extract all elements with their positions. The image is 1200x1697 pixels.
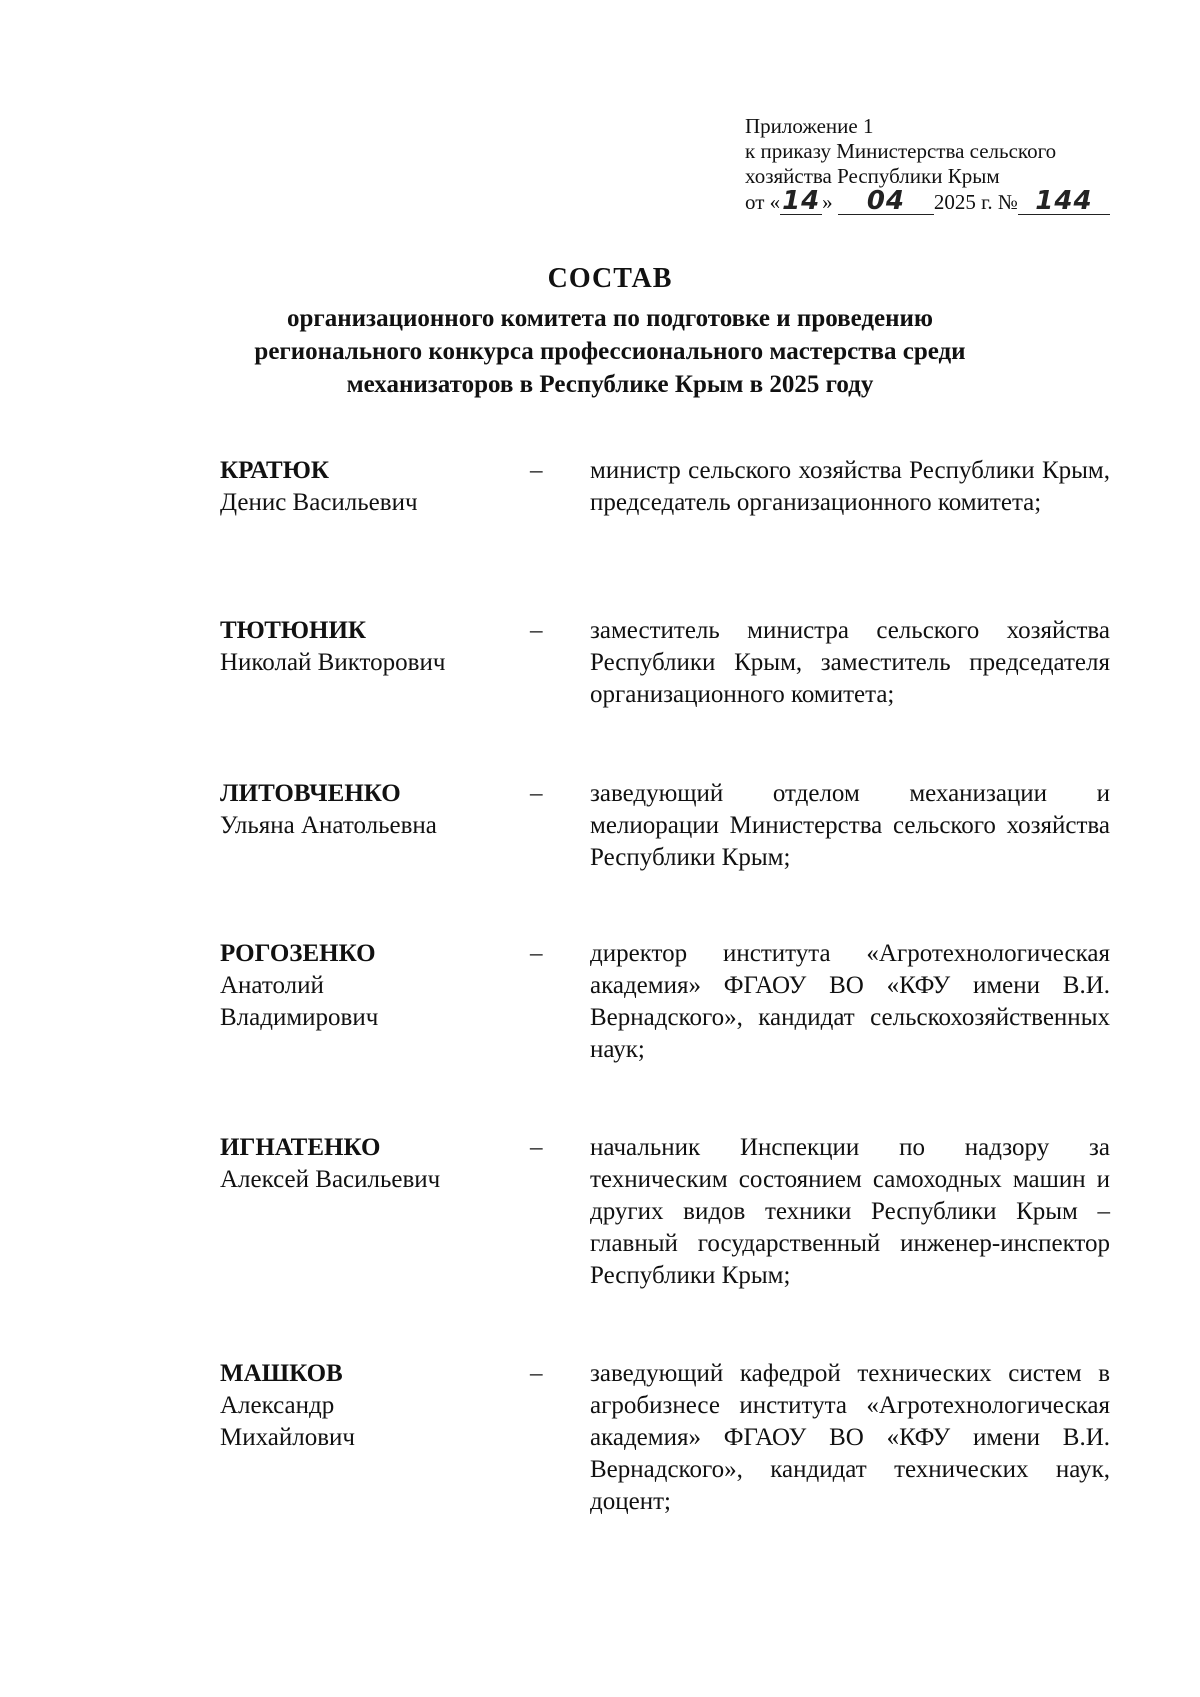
document-title: СОСТАВ	[547, 263, 673, 294]
date-day-field	[780, 186, 822, 216]
date-day-handwritten: 14	[782, 186, 821, 216]
date-prefix: от «	[745, 190, 781, 214]
date-month-handwritten: 04	[866, 186, 905, 216]
member-surname: ЛИТОВЧЕНКО	[220, 780, 401, 807]
appendix-line: к приказу Министерства сельского	[745, 139, 1057, 163]
member-given-name: Анатолий	[220, 972, 324, 999]
subtitle-line: регионального конкурса профессионального мастерства среди	[254, 338, 966, 365]
member-dash: –	[530, 1360, 543, 1387]
member-given-name: Александр	[220, 1392, 335, 1419]
member-name	[220, 1358, 530, 1518]
document-subtitle	[150, 302, 1070, 401]
member-entry	[220, 938, 1120, 1066]
member-given-name: Алексей Васильевич	[220, 1166, 441, 1193]
subtitle-line: механизаторов в Республике Крым в 2025 году	[346, 371, 874, 398]
member-dash: –	[530, 617, 543, 644]
member-name	[220, 615, 530, 711]
document-title-block	[150, 262, 1070, 401]
member-surname: ТЮТЮНИК	[220, 617, 367, 644]
member-dash: –	[530, 940, 543, 967]
date-month-field	[838, 186, 934, 216]
member-given-name: Денис Васильевич	[220, 489, 418, 516]
member-given-name: Ульяна Анатольевна	[220, 812, 437, 839]
member-name	[220, 1132, 530, 1292]
member-entry	[220, 455, 1120, 519]
member-role: министр сельского хозяйства Республики Крым, председатель организационного комитета;	[590, 457, 1110, 516]
member-given-name: Михайлович	[220, 1424, 355, 1451]
member-role: заведующий кафедрой технических систем в агробизнесе института «Агротехнологическая академия» ФГАОУ ВО «КФУ имени В.И. Вернадского», кандидат технических наук, доцент;	[590, 1360, 1110, 1515]
subtitle-line: организационного комитета по подготовке и проведению	[286, 305, 934, 332]
order-number-field	[1018, 186, 1110, 216]
member-surname: КРАТЮК	[220, 457, 330, 484]
member-surname: МАШКОВ	[220, 1360, 343, 1387]
member-dash: –	[530, 780, 543, 807]
member-role: заведующий отделом механизации и мелиорации Министерства сельского хозяйства Республики Крым;	[590, 780, 1110, 871]
member-dash: –	[530, 1134, 543, 1161]
appendix-line: хозяйства Республики Крым	[745, 164, 1000, 188]
appendix-line: Приложение 1	[745, 114, 874, 138]
member-given-name: Владимирович	[220, 1004, 379, 1031]
member-role: заместитель министра сельского хозяйства Республики Крым, заместитель председателя организационного комитета;	[590, 617, 1110, 708]
member-entry	[220, 615, 1120, 711]
member-role: начальник Инспекции по надзору за техническим состоянием самоходных машин и других видов техники Республики Крым – главный государственный инженер-инспектор Республики Крым;	[590, 1134, 1110, 1289]
order-date-line	[745, 186, 1165, 216]
member-dash: –	[530, 457, 543, 484]
member-surname: ИГНАТЕНКО	[220, 1134, 381, 1161]
date-mid: »	[822, 190, 833, 214]
member-entry	[220, 1358, 1120, 1518]
appendix-header	[745, 114, 1165, 215]
member-name	[220, 938, 530, 1066]
member-given-name: Николай Викторович	[220, 649, 446, 676]
member-surname: РОГОЗЕНКО	[220, 940, 376, 967]
member-name	[220, 778, 530, 874]
order-number-handwritten: 144	[1035, 186, 1093, 216]
member-entry	[220, 1132, 1120, 1292]
member-entry	[220, 778, 1120, 874]
member-role: директор института «Агротехнологическая академия» ФГАОУ ВО «КФУ имени В.И. Вернадского», кандидат сельскохозяйственных наук;	[590, 940, 1110, 1063]
member-name	[220, 455, 530, 519]
date-year: 2025 г. №	[933, 190, 1018, 214]
